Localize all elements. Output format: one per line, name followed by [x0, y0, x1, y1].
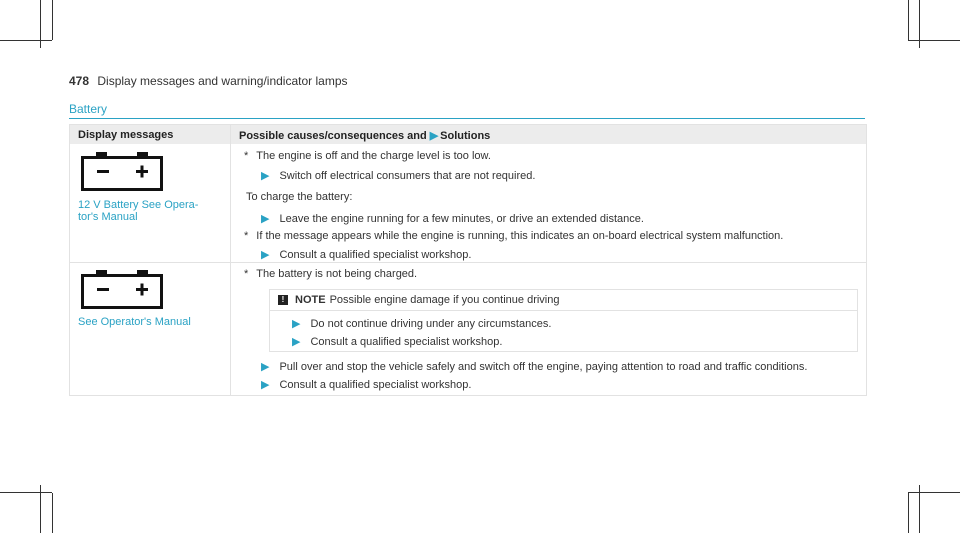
display-message-see-manual: See Operator's Manual — [78, 316, 191, 328]
section-title: Battery — [69, 102, 108, 116]
note-header — [295, 294, 560, 306]
warning-icon: ! — [278, 295, 288, 305]
note-title: Possible engine damage if you continue driving — [329, 294, 560, 306]
cause-line — [244, 150, 491, 162]
solution-text: Consult a qualified specialist workshop. — [279, 249, 472, 261]
asterisk: * — [244, 268, 249, 280]
column-header-solutions-label: Solutions — [440, 130, 491, 142]
table-header — [70, 125, 866, 144]
cause-line — [244, 268, 417, 280]
arrow-icon: ▶ — [429, 130, 439, 142]
display-messages-table — [69, 124, 867, 396]
crop-mark — [0, 40, 52, 41]
column-divider — [230, 125, 231, 395]
note-divider — [270, 310, 857, 311]
arrow-icon: ▶ — [292, 318, 301, 330]
crop-mark — [52, 493, 53, 533]
column-header-causes — [239, 129, 490, 142]
column-header-causes-label: Possible causes/consequences and — [239, 130, 427, 142]
page-header — [69, 74, 348, 88]
arrow-icon: ▶ — [292, 336, 301, 348]
instruction-text: To charge the battery: — [246, 191, 353, 203]
note-label: NOTE — [295, 294, 326, 306]
note-step-text: Consult a qualified specialist workshop. — [310, 336, 503, 348]
asterisk: * — [244, 230, 249, 242]
solution-text: Switch off electrical consumers that are not required. — [279, 170, 536, 182]
crop-mark — [0, 492, 52, 493]
crop-mark — [908, 493, 909, 533]
solution-step — [261, 248, 471, 261]
note-step-text: Do not continue driving under any circumstances. — [310, 318, 552, 330]
arrow-icon: ▶ — [261, 213, 270, 225]
crop-mark — [52, 0, 53, 40]
solution-step — [261, 378, 471, 391]
solution-step — [261, 360, 807, 373]
arrow-icon: ▶ — [261, 170, 270, 182]
arrow-icon: ▶ — [261, 361, 270, 373]
battery-warning-icon — [81, 269, 163, 309]
page-number: 478 — [69, 74, 90, 88]
solution-text: Leave the engine running for a few minutes, or drive an extended distance. — [279, 213, 644, 225]
note-box — [269, 289, 858, 352]
cause-text: If the message appears while the engine is running, this indicates an on-board electrical system malfunction. — [256, 230, 784, 242]
row-divider — [70, 262, 866, 263]
asterisk: * — [244, 150, 249, 162]
note-step — [292, 317, 551, 330]
solution-text: Pull over and stop the vehicle safely and switch off the engine, paying attention to road and traffic conditions. — [279, 361, 808, 373]
page-header-title: Display messages and warning/indicator lamps — [97, 74, 348, 88]
solution-step — [261, 212, 644, 225]
arrow-icon: ▶ — [261, 379, 270, 391]
display-message-12v-battery: 12 V Battery See Opera- tor's Manual — [78, 199, 199, 223]
section-divider — [69, 118, 865, 119]
cause-text: The engine is off and the charge level is too low. — [256, 150, 491, 162]
instruction-line — [246, 191, 352, 203]
crop-mark — [908, 0, 909, 40]
solution-text: Consult a qualified specialist workshop. — [279, 379, 472, 391]
crop-mark — [908, 492, 960, 493]
note-step — [292, 335, 502, 348]
crop-mark — [908, 40, 960, 41]
arrow-icon: ▶ — [261, 249, 270, 261]
cause-line — [244, 230, 783, 242]
cause-text: The battery is not being charged. — [256, 268, 418, 280]
solution-step — [261, 169, 535, 182]
column-header-display-messages: Display messages — [78, 129, 174, 141]
battery-warning-icon — [81, 151, 163, 191]
